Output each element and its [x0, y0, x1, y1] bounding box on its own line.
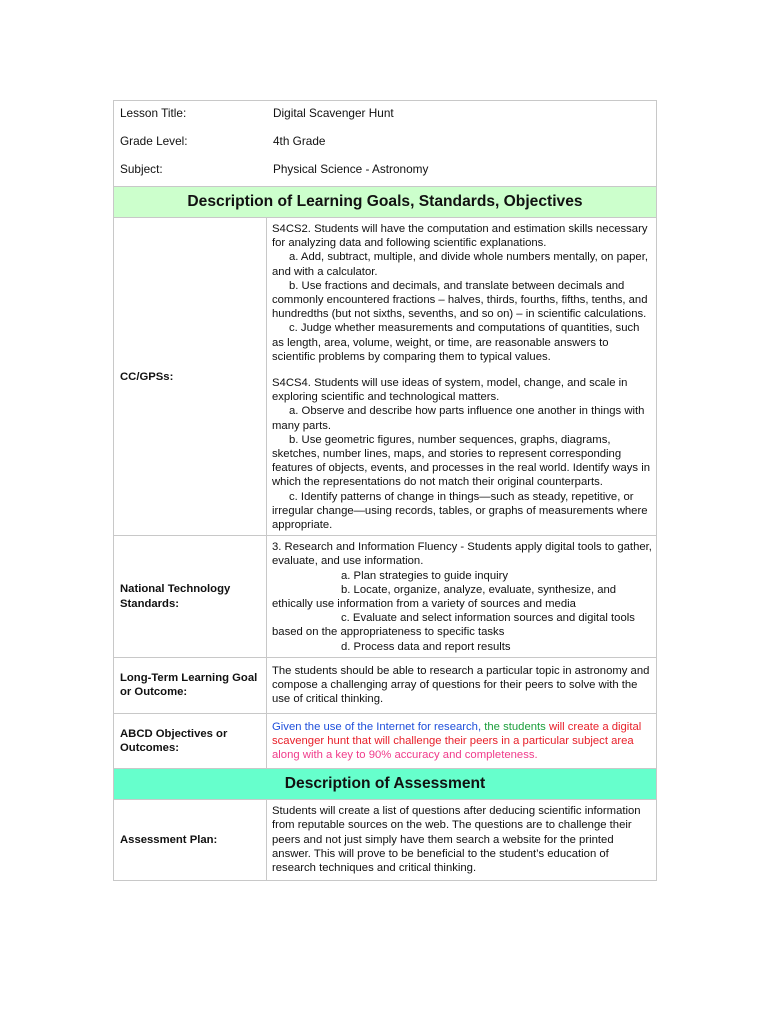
ccgps-row	[114, 218, 657, 536]
standard-s4cs2-intro: S4CS2. Students will have the computation and estimation skills necessary for analyzing data and following scientific explanations.	[272, 223, 648, 250]
abcd-behavior: will create a digital scavenger hunt that will challenge their peers in a particular subject area	[272, 720, 642, 747]
ccgps-label: CC/GPSs:	[114, 218, 267, 536]
nts-content	[267, 536, 657, 658]
lesson-meta-cell	[114, 101, 657, 187]
standard-s4cs4-b: b. Use geometric figures, number sequences, graphs, diagrams, sketches, number lines, maps, and stories to represent corresponding features of objects, events, and processes in the real world. Identify ways in which the representations do not match their original counterparts.	[272, 433, 651, 489]
subject-value: Physical Science - Astronomy	[273, 162, 429, 176]
longterm-text: The students should be able to research a particular topic in astronomy and compose a challenging array of questions for their peers to solve with the use of critical thinking.	[267, 657, 657, 713]
longterm-label: Long-Term Learning Goal or Outcome:	[114, 657, 267, 713]
assessment-label: Assessment Plan:	[114, 800, 267, 881]
grade-level-row	[114, 130, 655, 158]
nts-intro: 3. Research and Information Fluency - Students apply digital tools to gather, evaluate, and use information.	[272, 541, 652, 568]
abcd-condition: Given the use of the Internet for research,	[272, 720, 482, 733]
abcd-row	[114, 713, 657, 769]
nts-label: National Technology Standards:	[114, 536, 267, 658]
lesson-meta-row	[114, 101, 657, 187]
standard-s4cs2-a: a. Add, subtract, multiple, and divide whole numbers mentally, on paper, and with a calculator.	[272, 251, 648, 278]
standard-s4cs4-intro: S4CS4. Students will use ideas of system, model, change, and scale in exploring scientific and technological matters.	[272, 377, 628, 404]
abcd-degree: along with a key to 90% accuracy and completeness.	[272, 748, 538, 761]
assessment-row	[114, 800, 657, 881]
subject-row	[114, 158, 655, 186]
lesson-plan-document	[113, 100, 656, 881]
lesson-title-label: Lesson Title:	[120, 106, 187, 120]
nts-item-a: a. Plan strategies to guide inquiry	[341, 569, 509, 582]
lesson-title-row	[114, 101, 655, 130]
assessment-text: Students will create a list of questions after deducing scientific information from reputable sources on the web. The questions are to challenge their peers and not just simply have them search a website for the printed answer. This will prove to be beneficial to the student’s education of research techniques and critical thinking.	[267, 800, 657, 881]
grade-level-label: Grade Level:	[120, 134, 188, 148]
standard-s4cs4-c: c. Identify patterns of change in things—such as steady, repetitive, or irregular change—using records, tables, or graphs of measurements where appropriate.	[272, 490, 648, 532]
standard-s4cs4-a: a. Observe and describe how parts influence one another in things with many parts.	[272, 405, 645, 432]
lesson-meta-table	[114, 101, 655, 186]
abcd-content	[267, 713, 657, 769]
nts-item-c: c. Evaluate and select information sources and digital tools based on the appropriateness to specific tasks	[272, 612, 635, 639]
grade-level-value: 4th Grade	[273, 134, 326, 148]
nts-item-b: b. Locate, organize, analyze, evaluate, synthesize, and ethically use information from a variety of sources and media	[272, 583, 617, 611]
nts-item-d: d. Process data and report results	[341, 640, 511, 653]
section-heading-goals: Description of Learning Goals, Standards, Objectives	[114, 187, 657, 218]
section-heading-row	[114, 769, 657, 800]
standard-s4cs2-c: c. Judge whether measurements and computations of quantities, such as length, area, volume, weight, or time, are reasonable answers to scientific problems by comparing them to typical values.	[272, 322, 640, 363]
longterm-row	[114, 657, 657, 713]
section-heading-assessment: Description of Assessment	[114, 769, 657, 800]
abcd-label: ABCD Objectives or Outcomes:	[114, 713, 267, 769]
ccgps-content	[267, 218, 657, 536]
section-heading-row	[114, 187, 657, 218]
lesson-plan-table	[113, 100, 657, 881]
subject-label: Subject:	[120, 162, 163, 176]
standard-s4cs2-b: b. Use fractions and decimals, and translate between decimals and commonly encountered fractions – halves, thirds, fourths, fifths, tenths, and hundredths (but not sixths, sevenths, and so on) – in scientific calculations.	[272, 279, 648, 321]
abcd-audience: the students	[484, 720, 546, 733]
lesson-title-value: Digital Scavenger Hunt	[273, 106, 394, 120]
nts-row	[114, 536, 657, 658]
